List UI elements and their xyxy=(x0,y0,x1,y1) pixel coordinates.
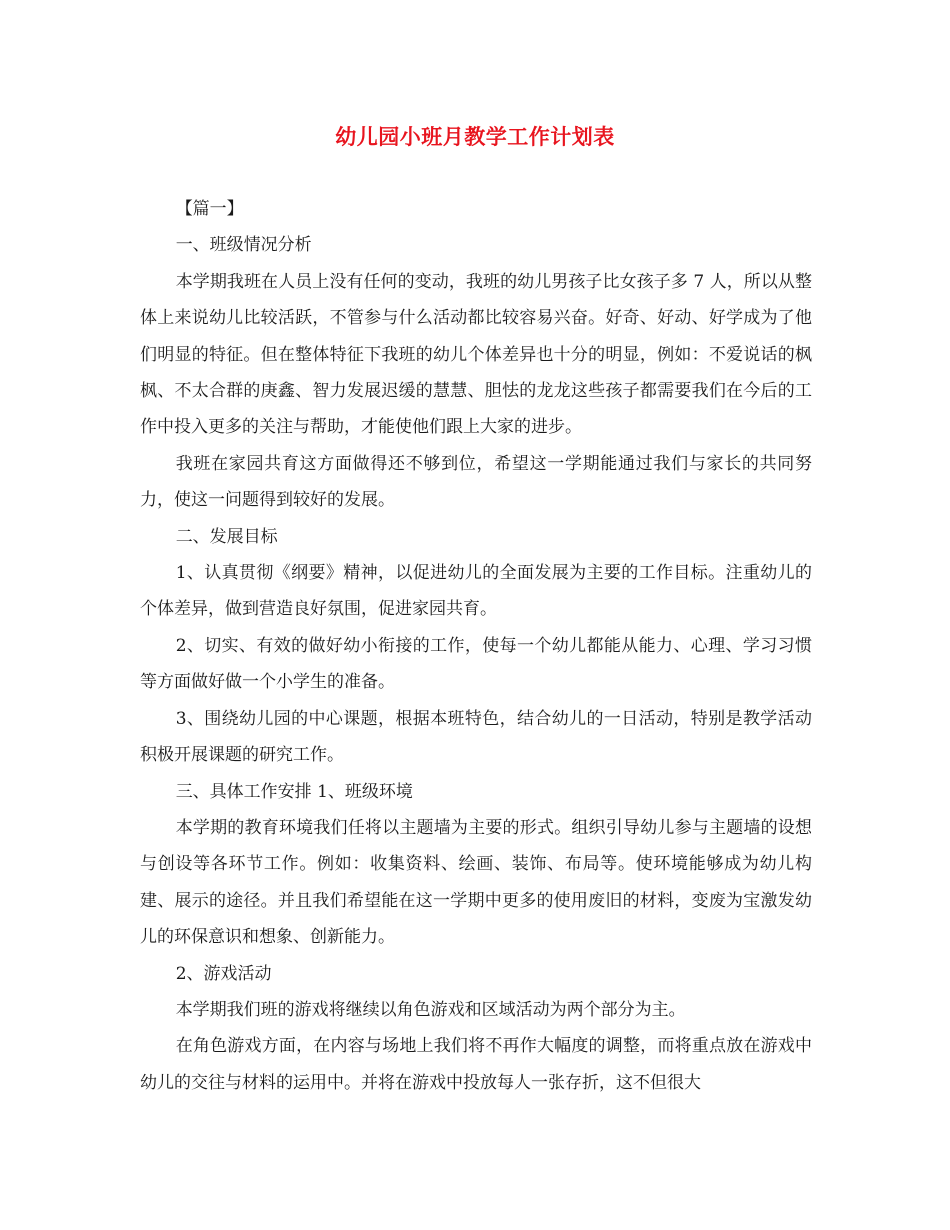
section-heading: 一、班级情况分析 xyxy=(175,235,312,256)
paragraph: 2、切实、有效的做好幼小衔接的工作，使每一个幼儿都能从能力、心理、学习习惯等方面做好做一个小学生的准备。 xyxy=(140,635,812,693)
paragraph: 在角色游戏方面，在内容与场地上我们将不再作大幅度的调整，而将重点放在游戏中幼儿的交往与材料的运用中。并将在游戏中投放每人一张存折，这不但很大 xyxy=(140,1036,812,1093)
paragraph: 本学期的教育环境我们任将以主题墙为主要的形式。组织引导幼儿参与主题墙的设想与创设等各环节工作。例如：收集资料、绘画、装饰、布局等。使环境能够成为幼儿构建、展示的途径。并且我们希望能在这一学期中更多的使用废旧的材料，变废为宝激发幼儿的环保意识和想象、创新能力。 xyxy=(140,817,812,948)
paragraph: 本学期我们班的游戏将继续以角色游戏和区域活动为两个部分为主。 xyxy=(175,999,686,1020)
paragraph: 3、围绕幼儿园的中心课题，根据本班特色，结合幼儿的一日活动，特别是教学活动积极开展课题的研究工作。 xyxy=(140,708,812,766)
paragraph: 本学期我班在人员上没有任何的变动，我班的幼儿男孩子比女孩子多 7 人，所以从整体上来说幼儿比较活跃，不管参与什么活动都比较容易兴奋。好奇、好动、好学成为了他们明显的特征。但在整体特征下我班的幼儿个体差异也十分的明显，例如：不爱说话的枫枫、不太合群的庚鑫、智力发展迟缓的慧慧、胆怯的龙龙这些孩子都需要我们在今后的工作中投入更多的关注与帮助，才能使他们跟上大家的进步。 xyxy=(140,271,812,438)
section-heading: 二、发展目标 xyxy=(175,526,278,547)
section-heading: 三、具体工作安排 1、班级环境 xyxy=(175,781,413,802)
document-title: 幼儿园小班月教学工作计划表 xyxy=(335,124,615,149)
paragraph: 1、认真贯彻《纲要》精神，以促进幼儿的全面发展为主要的工作目标。注重幼儿的个体差异，做到营造良好氛围，促进家园共育。 xyxy=(140,563,812,620)
paragraph: 我班在家园共育这方面做得还不够到位，希望这一学期能通过我们与家长的共同努力，使这一问题得到较好的发展。 xyxy=(140,453,812,511)
document-body xyxy=(140,191,812,1101)
section-label: 【篇一】 xyxy=(175,199,244,219)
subsection-heading: 2、游戏活动 xyxy=(175,963,272,984)
